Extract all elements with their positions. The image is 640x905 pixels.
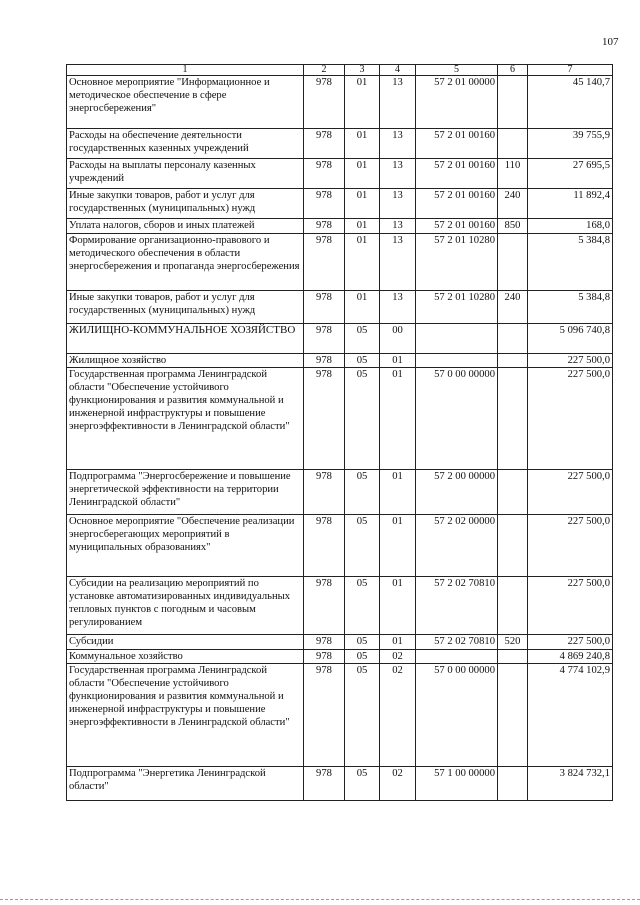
row-amount: 168,0 [528,219,613,234]
row-expense-type [498,767,528,801]
row-amount: 5 096 740,8 [528,324,613,354]
table-row [67,470,613,515]
row-target-article [416,354,498,368]
table-row [67,219,613,234]
row-expense-type [498,234,528,291]
row-ministry-code: 978 [304,664,345,767]
row-subsection-code: 13 [380,189,416,219]
row-expense-type [498,324,528,354]
row-ministry-code: 978 [304,219,345,234]
row-section-code: 01 [345,219,380,234]
row-amount: 227 500,0 [528,368,613,470]
row-expense-type: 850 [498,219,528,234]
row-name: Иные закупки товаров, работ и услуг для государственных (муниципальных) нужд [67,291,304,324]
row-target-article: 57 2 02 70810 [416,577,498,635]
row-section-code: 05 [345,650,380,664]
row-ministry-code: 978 [304,635,345,650]
column-header: 2 [304,65,345,76]
row-expense-type: 240 [498,291,528,324]
column-header: 3 [345,65,380,76]
row-amount: 39 755,9 [528,129,613,159]
row-target-article: 57 2 01 10280 [416,291,498,324]
table-row [67,354,613,368]
row-name: Основное мероприятие "Обеспечение реализации энергосберегающих мероприятий в муниципальных образованиях" [67,515,304,577]
row-ministry-code: 978 [304,354,345,368]
row-subsection-code: 01 [380,515,416,577]
table-row [67,76,613,129]
row-expense-type [498,515,528,577]
row-amount: 227 500,0 [528,577,613,635]
row-ministry-code: 978 [304,470,345,515]
row-subsection-code: 02 [380,767,416,801]
column-header: 1 [67,65,304,76]
row-subsection-code: 00 [380,324,416,354]
row-section-code: 05 [345,635,380,650]
row-expense-type [498,664,528,767]
row-amount: 45 140,7 [528,76,613,129]
row-section-code: 05 [345,354,380,368]
table-row [67,291,613,324]
row-amount: 227 500,0 [528,354,613,368]
row-target-article: 57 2 02 70810 [416,635,498,650]
row-target-article: 57 0 00 00000 [416,368,498,470]
row-ministry-code: 978 [304,650,345,664]
row-target-article: 57 2 01 00160 [416,129,498,159]
row-section-code: 05 [345,368,380,470]
row-name: ЖИЛИЩНО-КОММУНАЛЬНОЕ ХОЗЯЙСТВО [67,324,304,354]
page-bottom-edge [0,899,640,900]
table-row [67,368,613,470]
row-target-article: 57 1 00 00000 [416,767,498,801]
row-target-article [416,324,498,354]
row-expense-type [498,470,528,515]
row-section-code: 01 [345,291,380,324]
row-subsection-code: 02 [380,664,416,767]
row-expense-type [498,650,528,664]
row-amount: 3 824 732,1 [528,767,613,801]
row-ministry-code: 978 [304,515,345,577]
column-header: 4 [380,65,416,76]
row-section-code: 05 [345,664,380,767]
row-subsection-code: 01 [380,354,416,368]
table-row [67,664,613,767]
row-name: Подпрограмма "Энергетика Ленинградской области" [67,767,304,801]
row-section-code: 05 [345,470,380,515]
row-section-code: 01 [345,76,380,129]
row-expense-type [498,577,528,635]
row-subsection-code: 01 [380,635,416,650]
row-amount: 5 384,8 [528,234,613,291]
row-subsection-code: 01 [380,577,416,635]
row-subsection-code: 02 [380,650,416,664]
table-row [67,324,613,354]
row-subsection-code: 01 [380,368,416,470]
row-section-code: 05 [345,515,380,577]
row-section-code: 01 [345,159,380,189]
row-ministry-code: 978 [304,129,345,159]
row-target-article: 57 2 01 00160 [416,219,498,234]
row-expense-type: 520 [498,635,528,650]
row-amount: 11 892,4 [528,189,613,219]
row-name: Формирование организационно-правового и методического обеспечения в области энергосбережения и пропаганда энергосбережения [67,234,304,291]
column-header: 6 [498,65,528,76]
row-expense-type [498,129,528,159]
row-target-article: 57 0 00 00000 [416,664,498,767]
row-name: Расходы на обеспечение деятельности государственных казенных учреждений [67,129,304,159]
row-target-article: 57 2 01 00160 [416,159,498,189]
row-amount: 5 384,8 [528,291,613,324]
row-subsection-code: 13 [380,76,416,129]
row-name: Государственная программа Ленинградской области "Обеспечение устойчивого функционирования и развития коммунальной и инженерной инфраструктуры и повышение энергоэффективности в Ленинградской области" [67,368,304,470]
row-expense-type: 110 [498,159,528,189]
row-target-article: 57 2 00 00000 [416,470,498,515]
table-row [67,189,613,219]
row-ministry-code: 978 [304,767,345,801]
row-amount: 227 500,0 [528,515,613,577]
row-ministry-code: 978 [304,189,345,219]
row-expense-type [498,368,528,470]
row-section-code: 05 [345,767,380,801]
table-row [67,129,613,159]
table-row [67,577,613,635]
row-name: Субсидии на реализацию мероприятий по установке автоматизированных индивидуальных тепловых пунктов с погодным и часовым регулированием [67,577,304,635]
row-ministry-code: 978 [304,291,345,324]
column-header: 5 [416,65,498,76]
row-section-code: 01 [345,189,380,219]
row-subsection-code: 01 [380,470,416,515]
budget-table [66,64,613,801]
row-subsection-code: 13 [380,219,416,234]
row-name: Коммунальное хозяйство [67,650,304,664]
row-name: Государственная программа Ленинградской области "Обеспечение устойчивого функционирования и развития коммунальной и инженерной инфраструктуры и повышение энергоэффективности в Ленинградской области" [67,664,304,767]
row-expense-type [498,76,528,129]
row-name: Подпрограмма "Энергосбережение и повышение энергетической эффективности на территории Ленинградской области" [67,470,304,515]
row-subsection-code: 13 [380,234,416,291]
row-section-code: 05 [345,324,380,354]
table-row [67,650,613,664]
row-subsection-code: 13 [380,291,416,324]
row-amount: 27 695,5 [528,159,613,189]
row-name: Иные закупки товаров, работ и услуг для государственных (муниципальных) нужд [67,189,304,219]
row-section-code: 05 [345,577,380,635]
row-ministry-code: 978 [304,368,345,470]
row-expense-type [498,354,528,368]
table-row [67,635,613,650]
row-name: Субсидии [67,635,304,650]
row-amount: 4 869 240,8 [528,650,613,664]
row-section-code: 01 [345,129,380,159]
row-ministry-code: 978 [304,324,345,354]
row-name: Расходы на выплаты персоналу казенных учреждений [67,159,304,189]
row-amount: 227 500,0 [528,470,613,515]
row-ministry-code: 978 [304,76,345,129]
column-header: 7 [528,65,613,76]
row-section-code: 01 [345,234,380,291]
row-target-article [416,650,498,664]
row-ministry-code: 978 [304,234,345,291]
table-header-row [67,65,613,76]
row-name: Жилищное хозяйство [67,354,304,368]
row-ministry-code: 978 [304,159,345,189]
row-name: Уплата налогов, сборов и иных платежей [67,219,304,234]
row-name: Основное мероприятие "Информационное и методическое обеспечение в сфере энергосбережения" [67,76,304,129]
row-ministry-code: 978 [304,577,345,635]
page-number: 107 [602,36,619,48]
row-subsection-code: 13 [380,159,416,189]
row-target-article: 57 2 02 00000 [416,515,498,577]
table-row [67,767,613,801]
row-amount: 227 500,0 [528,635,613,650]
row-target-article: 57 2 01 10280 [416,234,498,291]
table-row [67,159,613,189]
row-amount: 4 774 102,9 [528,664,613,767]
row-expense-type: 240 [498,189,528,219]
row-target-article: 57 2 01 00160 [416,189,498,219]
row-target-article: 57 2 01 00000 [416,76,498,129]
row-subsection-code: 13 [380,129,416,159]
table-row [67,234,613,291]
table-row [67,515,613,577]
